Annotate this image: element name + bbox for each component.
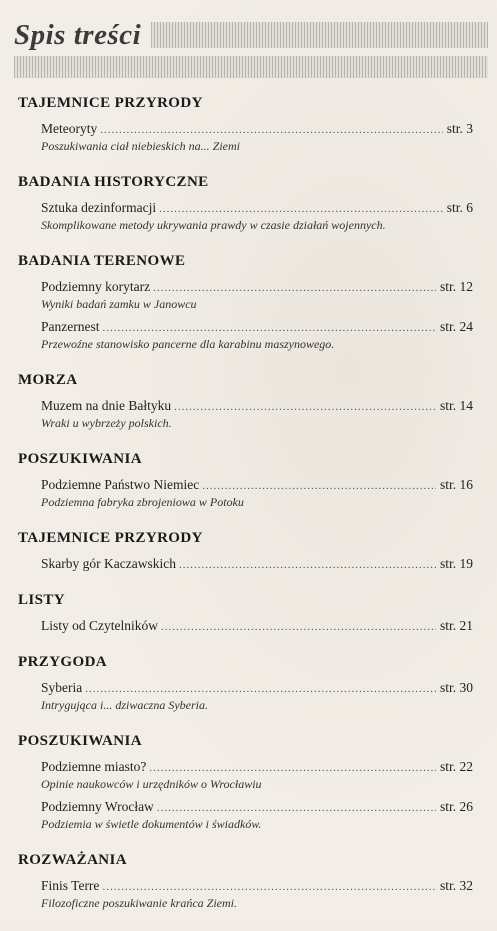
entry-title: Podziemny korytarz xyxy=(41,279,151,294)
dot-leader xyxy=(159,203,443,215)
toc-section xyxy=(18,451,473,510)
section-title: TAJEMNICE PRZYRODY xyxy=(18,95,203,111)
toc-entry[interactable] xyxy=(41,799,473,832)
section-title: POSZUKIWANIA xyxy=(18,451,142,467)
entry-line xyxy=(41,618,473,634)
entry-title: Muzem na dnie Bałtyku xyxy=(41,398,172,413)
toc-section xyxy=(18,95,473,154)
dot-leader xyxy=(202,480,436,492)
section-title: BADANIA HISTORYCZNE xyxy=(18,174,209,190)
entry-subtitle: Skomplikowane metody ukrywania prawdy w czasie działań wojennych. xyxy=(41,218,386,232)
page-number: str. 22 xyxy=(439,759,473,774)
dot-leader xyxy=(102,881,436,893)
toc-section xyxy=(18,174,473,233)
page-number: str. 32 xyxy=(439,878,473,893)
entry-subtitle: Wyniki badań zamku w Janowcu xyxy=(41,297,197,311)
section-title: ROZWAŻANIA xyxy=(18,852,128,868)
entry-line xyxy=(41,279,473,295)
toc-section xyxy=(18,372,473,431)
page-number: str. 19 xyxy=(439,556,473,571)
toc-section xyxy=(18,654,473,713)
entry-title: Syberia xyxy=(41,680,83,695)
toc-entry[interactable] xyxy=(41,279,473,312)
entry-title: Podziemne Państwo Niemiec xyxy=(41,477,200,492)
toc-section xyxy=(18,733,473,832)
dot-leader xyxy=(85,683,436,695)
section-title: POSZUKIWANIA xyxy=(18,733,142,749)
toc-section xyxy=(18,592,473,634)
entry-title: Listy od Czytelników xyxy=(41,618,158,633)
entry-line xyxy=(41,398,473,414)
entry-line xyxy=(41,319,473,335)
entry-subtitle: Wraki u wybrzeży polskich. xyxy=(41,416,172,430)
section-title: BADANIA TERENOWE xyxy=(18,253,186,269)
entry-line xyxy=(41,121,473,137)
entry-line xyxy=(41,799,473,815)
section-title: PRZYGODA xyxy=(18,654,108,670)
entry-title: Meteoryty xyxy=(41,121,98,136)
section-title: LISTY xyxy=(18,592,66,608)
page-number: str. 26 xyxy=(439,799,473,814)
entry-subtitle: Intrygująca i... dziwaczna Syberia. xyxy=(41,698,208,712)
entry-line xyxy=(41,200,473,216)
toc-section xyxy=(18,253,473,352)
page-number: str. 14 xyxy=(439,398,473,413)
entry-subtitle: Podziemia w świetle dokumentów i świadków. xyxy=(41,817,262,831)
page-number: str. 16 xyxy=(439,477,473,492)
page-number: str. 30 xyxy=(439,680,473,695)
page-number: str. 3 xyxy=(446,121,473,136)
dot-leader xyxy=(149,762,436,774)
decorative-hatch-bar-lower xyxy=(14,56,488,78)
entry-line xyxy=(41,680,473,696)
dot-leader xyxy=(179,559,436,571)
entry-title: Podziemny Wrocław xyxy=(41,799,154,814)
toc-entry[interactable] xyxy=(41,618,473,634)
toc-entry[interactable] xyxy=(41,398,473,431)
dot-leader xyxy=(153,282,436,294)
toc-entry[interactable] xyxy=(41,680,473,713)
toc-entry[interactable] xyxy=(41,121,473,154)
entry-line xyxy=(41,759,473,775)
entry-subtitle: Przewoźne stanowisko pancerne dla karabinu maszynowego. xyxy=(41,337,335,351)
header xyxy=(14,18,488,52)
decorative-hatch-bar xyxy=(151,22,488,48)
dot-leader xyxy=(174,401,436,413)
toc-entry[interactable] xyxy=(41,759,473,792)
section-title: MORZA xyxy=(18,372,78,388)
entry-line xyxy=(41,556,473,572)
toc-entry[interactable] xyxy=(41,319,473,352)
entry-title: Sztuka dezinformacji xyxy=(41,200,157,215)
dot-leader xyxy=(102,322,436,334)
page-number: str. 21 xyxy=(439,618,473,633)
toc-entry[interactable] xyxy=(41,556,473,572)
entry-title: Skarby gór Kaczawskich xyxy=(41,556,176,571)
page-number: str. 24 xyxy=(439,319,473,334)
entry-line xyxy=(41,477,473,493)
entry-subtitle: Poszukiwania ciał niebieskich na... Ziemi xyxy=(41,139,240,153)
toc-entry[interactable] xyxy=(41,477,473,510)
table-of-contents xyxy=(18,95,473,931)
page-number: str. 6 xyxy=(446,200,473,215)
entry-title: Finis Terre xyxy=(41,878,100,893)
page-number: str. 12 xyxy=(439,279,473,294)
dot-leader xyxy=(100,124,442,136)
entry-title: Podziemne miasto? xyxy=(41,759,147,774)
section-title: TAJEMNICE PRZYRODY xyxy=(18,530,203,546)
entry-subtitle: Filozoficzne poszukiwanie krańca Ziemi. xyxy=(41,896,237,910)
page-title: Spis treści xyxy=(14,18,142,51)
toc-entry[interactable] xyxy=(41,200,473,233)
toc-section xyxy=(18,852,473,911)
toc-section xyxy=(18,530,473,572)
dot-leader xyxy=(157,802,436,814)
entry-line xyxy=(41,878,473,894)
entry-subtitle: Podziemna fabryka zbrojeniowa w Potoku xyxy=(41,495,244,509)
dot-leader xyxy=(161,621,436,633)
entry-subtitle: Opinie naukowców i urzędników o Wrocławiu xyxy=(41,777,262,791)
entry-title: Panzernest xyxy=(41,319,100,334)
toc-entry[interactable] xyxy=(41,878,473,911)
